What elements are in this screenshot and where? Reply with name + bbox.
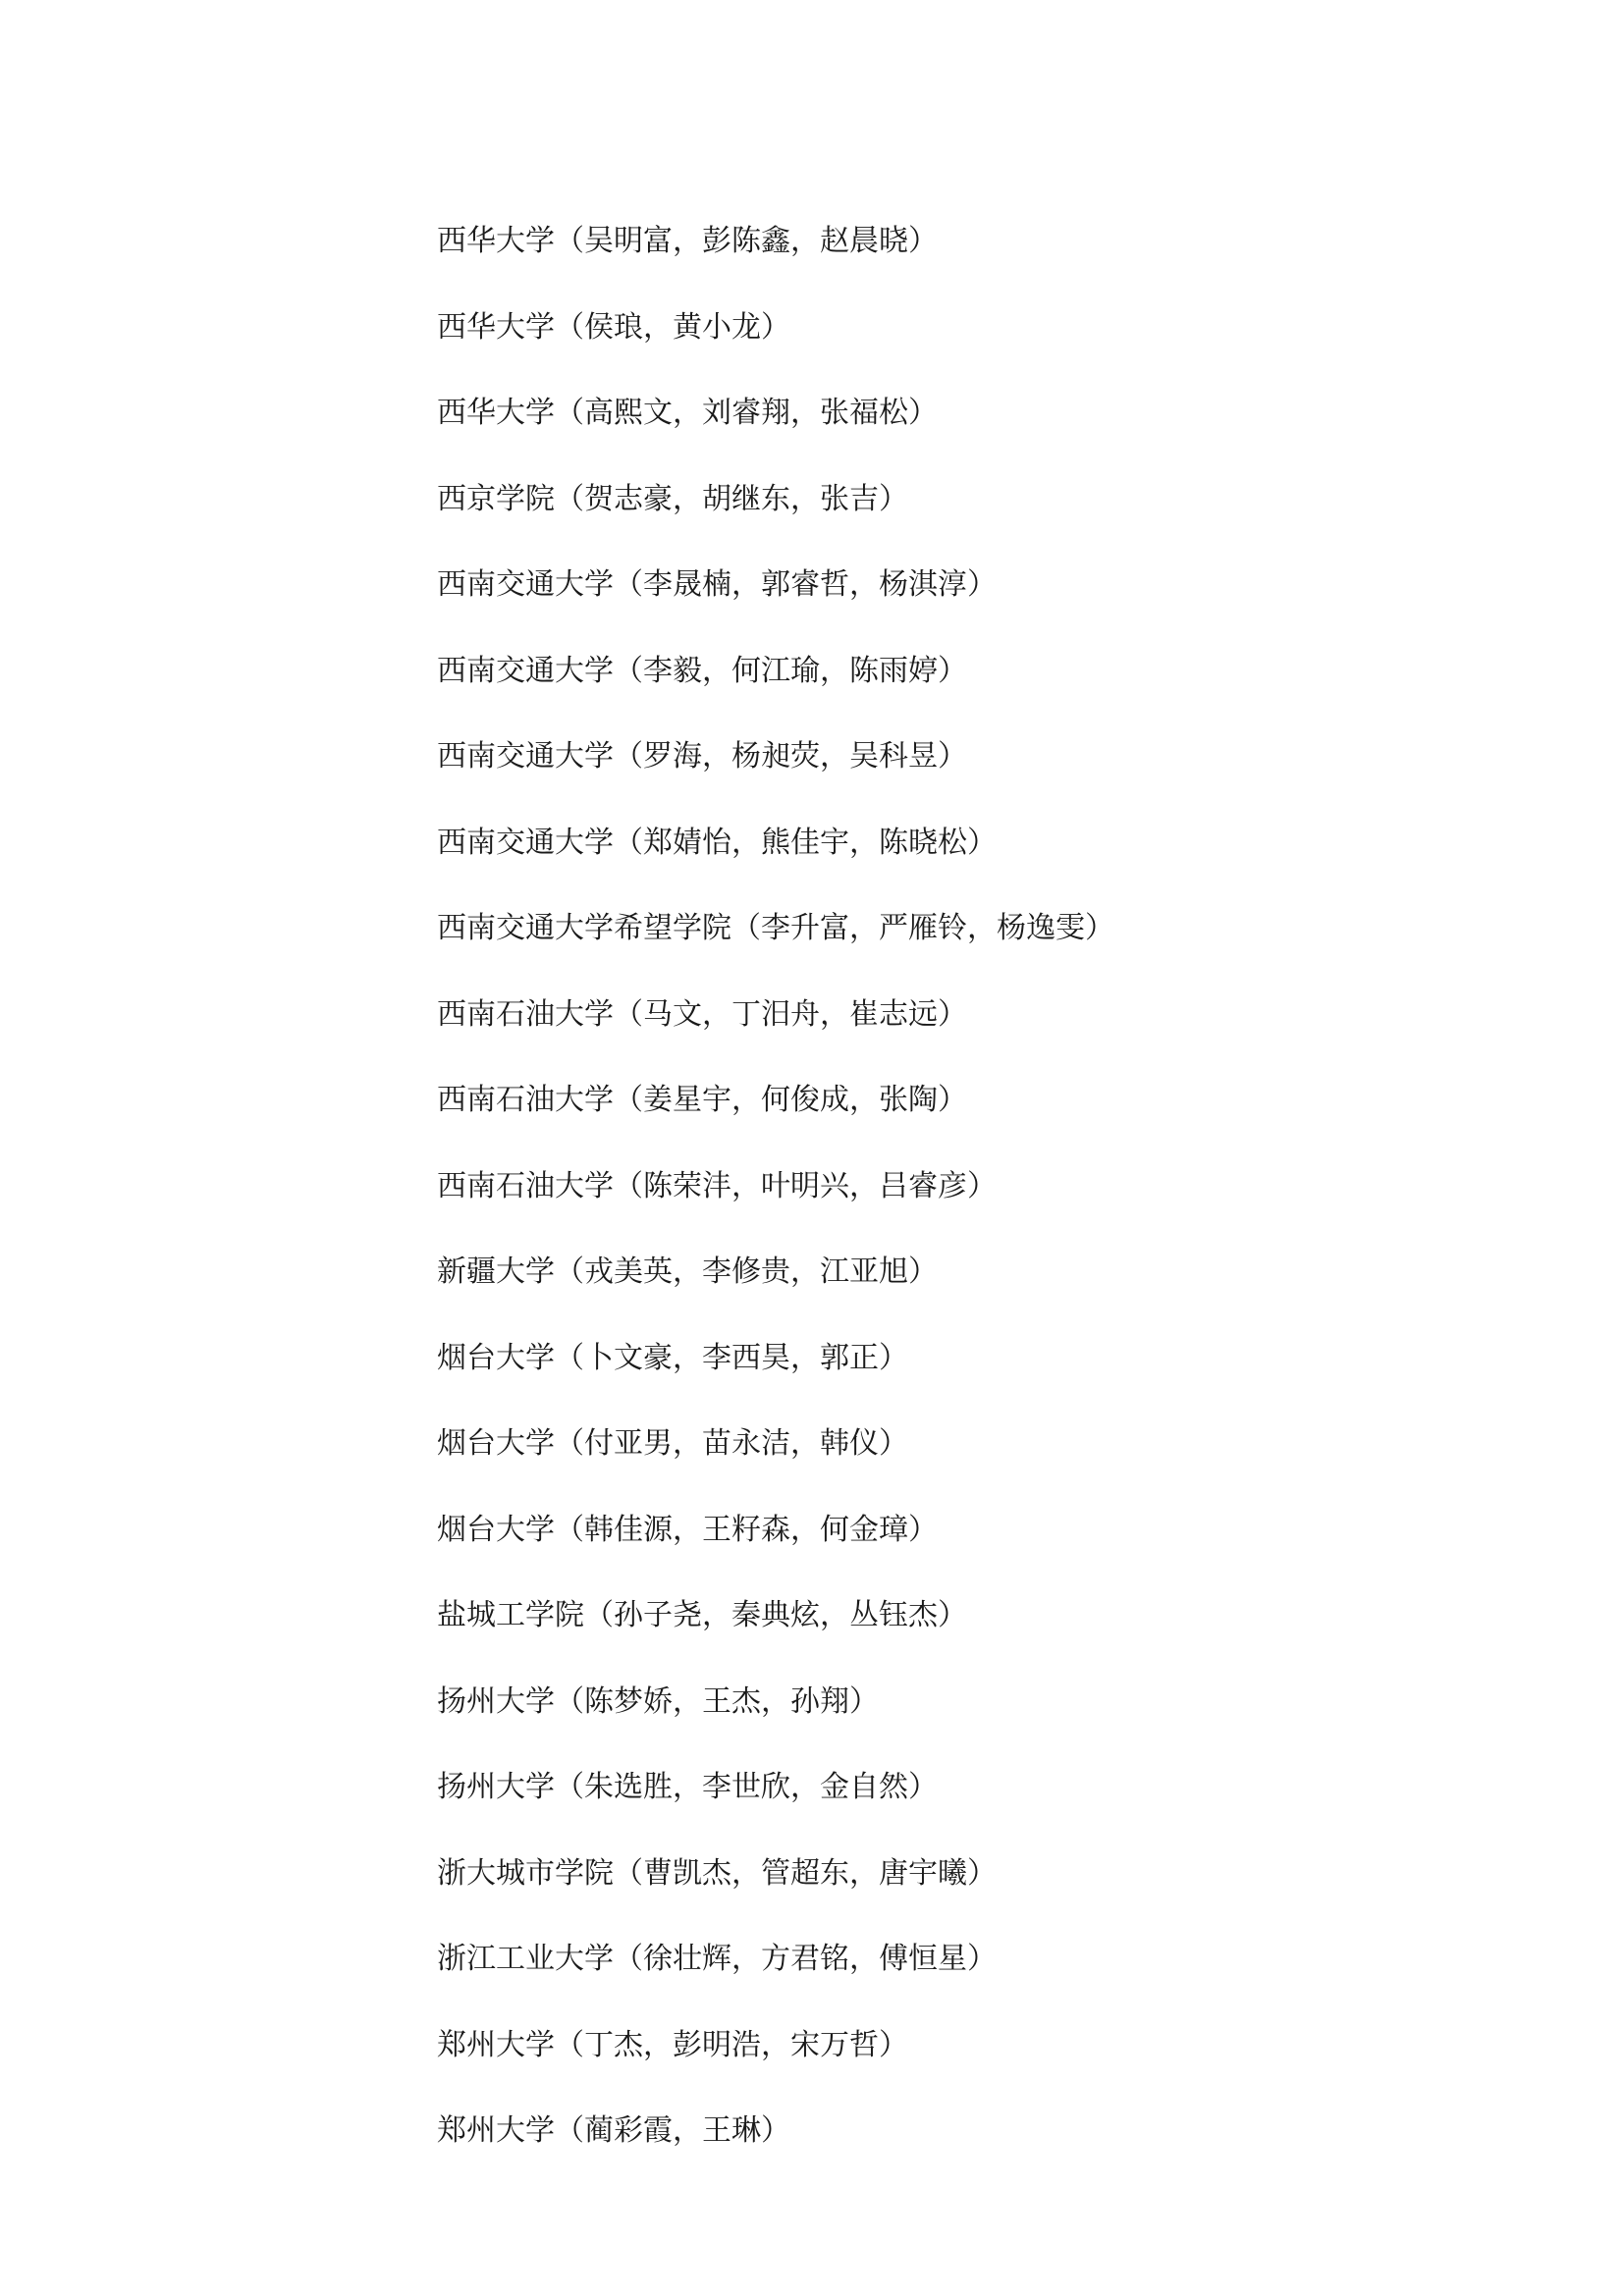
list-item: 西华大学（高熙文，刘睿翔，张福松） bbox=[437, 396, 938, 430]
team-list bbox=[437, 218, 1114, 2194]
list-item: 西华大学（侯琅，黄小龙） bbox=[437, 309, 790, 345]
list-item: 浙江工业大学（徐壮辉，方君铭，傅恒星） bbox=[437, 1942, 997, 1976]
list-item: 烟台大学（卜文豪，李西昊，郭正） bbox=[437, 1340, 908, 1375]
list-item: 烟台大学（韩佳源，王籽森，何金璋） bbox=[437, 1512, 938, 1547]
list-item: 西南交通大学（郑婧怡，熊佳宇，陈晓松） bbox=[437, 825, 997, 860]
list-item: 西京学院（贺志豪，胡继东，张吉） bbox=[437, 481, 908, 516]
list-item: 扬州大学（陈梦娇，王杰，孙翔） bbox=[437, 1683, 879, 1719]
list-item: 西南交通大学希望学院（李升富，严雁铃，杨逸雯） bbox=[437, 911, 1114, 945]
list-item: 西南交通大学（罗海，杨昶荧，吴科昱） bbox=[437, 739, 967, 774]
list-item: 西南交通大学（李晟楠，郭睿哲，杨淇淳） bbox=[437, 567, 997, 602]
list-item: 新疆大学（戎美英，李修贵，江亚旭） bbox=[437, 1255, 938, 1289]
list-item: 烟台大学（付亚男，苗永洁，韩仪） bbox=[437, 1426, 908, 1461]
list-item: 扬州大学（朱选胜，李世欣，金自然） bbox=[437, 1770, 938, 1804]
list-item: 盐城工学院（孙子尧，秦典炫，丛钰杰） bbox=[437, 1598, 967, 1632]
list-item: 郑州大学（丁杰，彭明浩，宋万哲） bbox=[437, 2027, 908, 2062]
list-item: 西南石油大学（陈荣沣，叶明兴，吕睿彦） bbox=[437, 1168, 997, 1203]
list-item: 西南石油大学（姜星宇，何俊成，张陶） bbox=[437, 1083, 967, 1117]
list-item: 浙大城市学院（曹凯杰，管超东，唐宇曦） bbox=[437, 1855, 997, 1891]
list-item: 西南交通大学（李毅，何江瑜，陈雨婷） bbox=[437, 653, 967, 688]
list-item: 西南石油大学（马文，丁汨舟，崔志远） bbox=[437, 996, 967, 1032]
list-item: 郑州大学（蔺彩霞，王琳） bbox=[437, 2113, 790, 2148]
list-item: 西华大学（吴明富，彭陈鑫，赵晨晓） bbox=[437, 224, 938, 258]
